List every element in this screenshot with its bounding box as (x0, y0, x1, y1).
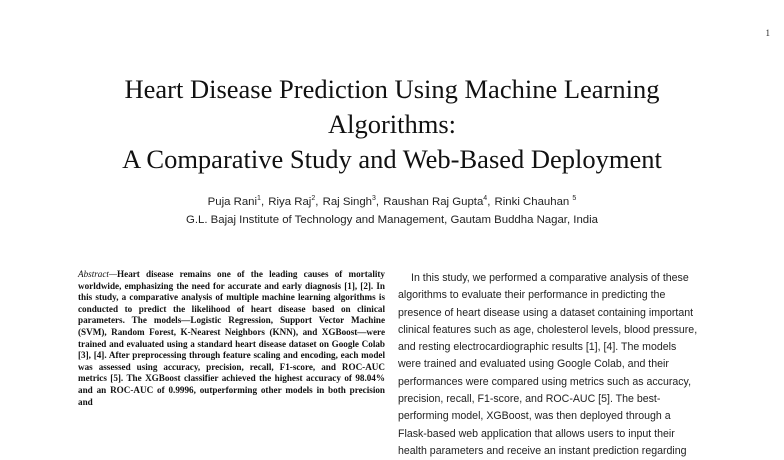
body-line: and resting electrocardiographic results [1], [4]. The models (398, 341, 677, 354)
body-line: precision, recall, F1-score, and ROC-AUC [5]. The best- (398, 393, 661, 406)
author-list: Puja Rani$^1$, Riya Raj$^2$, Raj Singh$^3$, Raushan Raj Gupta$^4$, Rinki Chauhan $^5$ (207, 195, 577, 208)
author-name: Puja Rani (207, 196, 258, 208)
title-line: Heart Disease Prediction Using Machine Learning (124, 74, 660, 104)
body-line: In this study, we performed a comparative analysis of these (411, 272, 689, 284)
author-name: Riya Raj (268, 196, 312, 208)
author-name: Raj Singh (322, 196, 372, 208)
title-line: Algorithms: (327, 109, 457, 139)
introduction-paragraph (398, 270, 723, 460)
author-name: Rinki Chauhan (494, 196, 570, 208)
page-number: 1 (765, 28, 770, 38)
author-affiliation-mark: 4 (483, 195, 488, 203)
body-line: performances were compared using metrics such as accuracy, (398, 375, 692, 388)
affiliation: G.L. Bajaj Institute of Technology and Management, Gautam Buddha Nagar, India (185, 214, 598, 226)
body-line: were trained and evaluated using Google Colab, and their (398, 358, 669, 371)
title-line: A Comparative Study and Web-Based Deployment (122, 144, 662, 174)
body-line: health parameters and receive an instant prediction regarding (398, 444, 687, 457)
abstract: Abstract—Heart disease remains one of the leading causes of mortality worldwide, emphasizing the need for accurate and early diagnosis [1], [2]. In this study, a comparative analysis of multiple machine learning algorithms is conducted to predict the likelihood of heart disease based on clinical parameters. The models—Logistic Regression, Support Vector Machine (SVM), Random Forest, K-Nearest Neighbors (KNN), and XGBoost—were trained and evaluated using a standard heart disease dataset on Google Colab [3], [4]. After preprocessing through feature scaling and encoding, each model was assessed using accuracy, precision, recall, F1-score, and ROC-AUC metrics [5]. The XGBoost classifier achieved the highest accuracy of 98.04% and an ROC-AUC of 0.9996, outperforming other models in both precision and (78, 269, 385, 407)
abstract-text: Heart disease remains one of the leading causes of mortality worldwide, emphasizing the need for accurate and early diagnosis [1], [2]. In this study, a comparative analysis of multiple machine learning algorithms is conducted to predict the likelihood of heart disease based on clinical parameters. The models—Logistic Regression, Support Vector Machine (SVM), Random Forest, K-Nearest Neighbors (KNN), and XGBoost—were trained and evaluated using a standard heart disease dataset on Google Colab [3], [4]. After preprocessing through feature scaling and encoding, each model was assessed using accuracy, precision, recall, F1-score, and ROC-AUC metrics [5]. The XGBoost classifier achieved the highest accuracy of 98.04% and an ROC-AUC of 0.9996, outperforming other models in both precision and (78, 269, 385, 407)
body-line: presence of heart disease using a dataset containing important (398, 306, 694, 319)
body-line: clinical features such as age, cholesterol levels, blood pressure, (398, 323, 698, 336)
body-line: performing model, XGBoost, was then deployed through a (398, 410, 671, 423)
author-affiliation-mark: 3 (371, 195, 376, 203)
author-affiliation-mark: 5 (572, 195, 577, 203)
author-block (20, 193, 764, 229)
author-affiliation-mark: 1 (257, 195, 261, 203)
body-line: algorithms to evaluate their performance in predicting the (398, 289, 666, 302)
abstract-label: Abstract (78, 269, 109, 279)
author-name: Raushan Raj Gupta (383, 196, 484, 208)
paper-title (20, 72, 764, 177)
body-line: Flask-based web application that allows users to input their (398, 427, 675, 440)
author-affiliation-mark: 2 (311, 195, 316, 203)
